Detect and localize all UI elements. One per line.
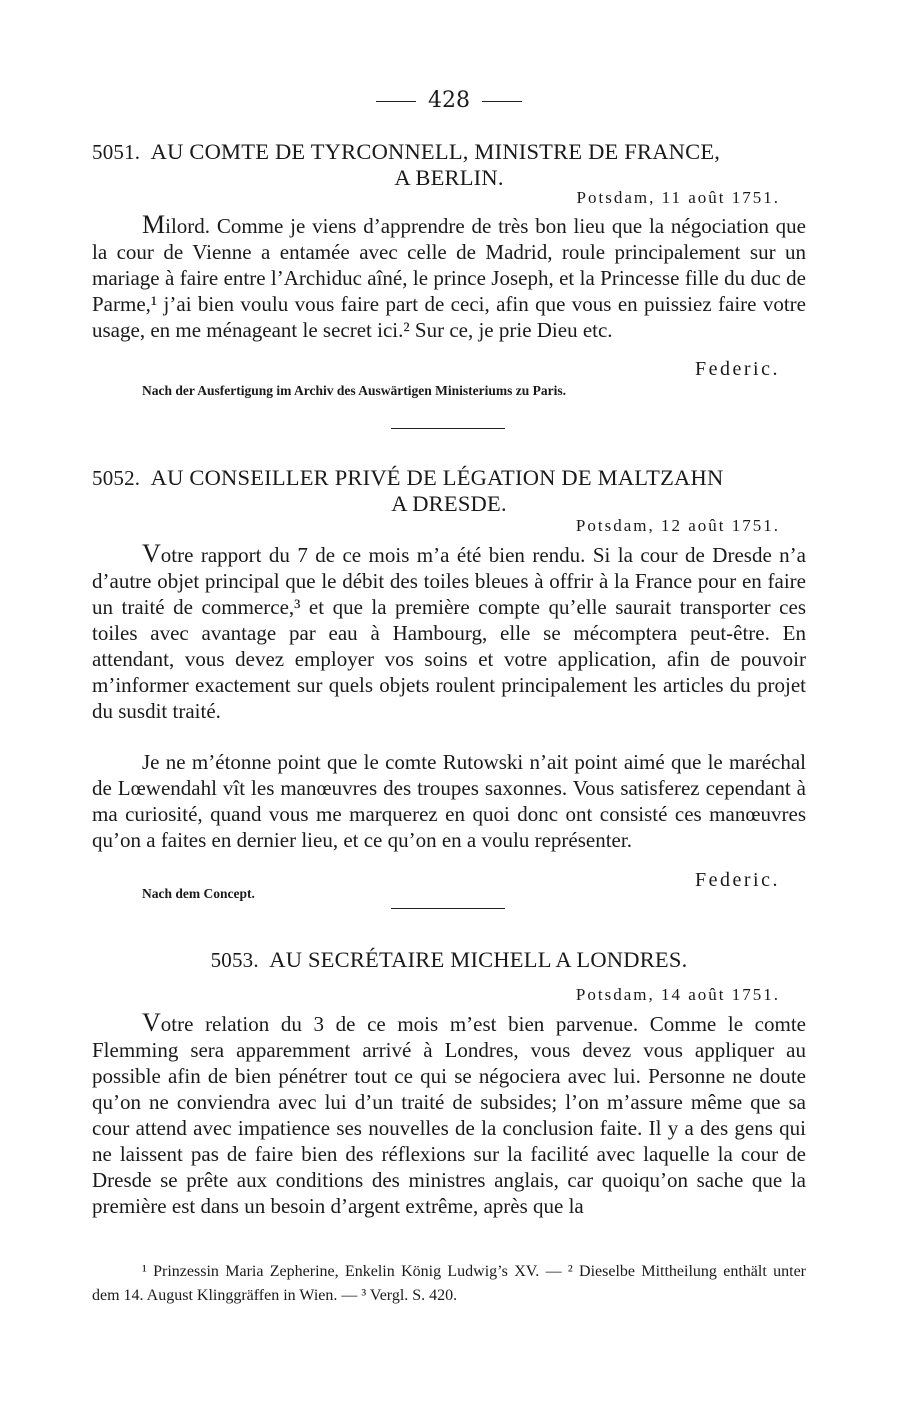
page-number-dash-left: [376, 101, 416, 102]
letter-number: 5051.: [92, 140, 141, 164]
drop-initial: V: [142, 1008, 161, 1037]
page-number: [92, 88, 806, 113]
letter-paragraph: [92, 1010, 806, 1219]
letter-paragraph: [92, 212, 806, 343]
letter-source-note: Nach dem Concept.: [142, 886, 255, 901]
letter-signature: Federic.: [695, 869, 780, 891]
letter-dateline: Potsdam, 14 août 1751.: [575, 985, 780, 1004]
letter-heading-5053: [92, 947, 806, 973]
letter-signature: Federic.: [695, 358, 780, 380]
drop-initial: V: [142, 539, 161, 568]
letter-heading-line2: A BERLIN.: [394, 165, 504, 190]
letter-paragraph: [92, 541, 806, 724]
letter-source-note: Nach der Ausfertigung im Archiv des Auswärtigen Ministeriums zu Paris.: [142, 383, 566, 398]
paragraph-text: otre rapport du 7 de ce mois m’a été bien rendu. Si la cour de Dresde n’a d’autre objet principal que le débit des toiles bleues à offrir à la France pour en faire un traité de commerce,³ et que la première compte qu’elle saurait transporter ces toiles avec avantage par eau à Hambourg, elle se mécomptera peut-être. En attendant, vous devez employer vos soins et votre application, afin de pouvoir m’informer exactement sur quels objets roulent principalement les articles du projet du susdit traité.: [92, 543, 806, 723]
letter-dateline: Potsdam, 11 août 1751.: [576, 188, 780, 207]
paragraph-text: otre relation du 3 de ce mois m’est bien parvenue. Comme le comte Flemming sera apparemment arrivé à Londres, vous devez vous appliquer au possible afin de bien pénétrer tout ce qui se négociera avec lui. Personne ne doute qu’on ne conviendra avec lui d’un traité de subsides; l’on m’assure même que sa cour attend avec impatience ses nouvelles de la conclusion faite. Il y a des gens qui ne laissent pas de faire bien des réflexions sur la facilité avec laquelle la cour de Dresde se prête aux conditions des ministres anglais, car quoiqu’on sache que la première est dans un besoin d’argent extrême, après que la: [92, 1012, 806, 1218]
letter-number: 5053.: [210, 948, 259, 972]
letter-heading-5051: [92, 139, 806, 190]
page-number-dash-right: [482, 101, 522, 102]
section-divider: [391, 908, 505, 909]
section-divider: [391, 428, 505, 429]
letter-paragraph: [92, 749, 806, 853]
paragraph-text: ilord. Comme je viens d’apprendre de très bon lieu que la négociation que la cour de Vienne a entamée avec celle de Madrid, roule principalement sur un mariage à faire entre l’Archiduc aîné, le prince Joseph, et la Princesse fille du duc de Parme,¹ j’ai bien voulu vous faire part de ceci, afin que vous en puissiez faire votre usage, en me ménageant le secret ici.² Sur ce, je prie Dieu etc.: [92, 214, 806, 342]
letter-heading-5052: [92, 465, 806, 516]
letter-heading-line2: A DRESDE.: [391, 491, 507, 516]
drop-initial: M: [142, 210, 166, 239]
letter-dateline: Potsdam, 12 août 1751.: [575, 516, 780, 535]
letter-heading-line1: AU COMTE DE TYRCONNELL, MINISTRE DE FRANCE,: [150, 139, 721, 164]
paragraph-text: Je ne m’étonne point que le comte Rutowski n’ait point aimé que le maréchal de Lœwendahl vît les manœuvres des troupes saxonnes. Vous satisferez cependant à ma curiosité, quand vous me marquerez en quoi donc ont consisté ces manœuvres qu’on a faites en dernier lieu, et ce qu’on en a voulu représenter.: [92, 750, 806, 852]
footnotes: ¹ Prinzessin Maria Zepherine, Enkelin König Ludwig’s XV. — ² Dieselbe Mittheilung enthält unter dem 14. August Klinggräffen in Wien. — ³ Vergl. S. 420.: [92, 1263, 806, 1304]
page-number-text: 428: [428, 88, 470, 113]
letter-heading-line1: AU SECRÉTAIRE MICHELL A LONDRES.: [269, 947, 688, 972]
letter-heading-line1: AU CONSEILLER PRIVÉ DE LÉGATION DE MALTZAHN: [150, 465, 724, 490]
letter-number: 5052.: [92, 466, 141, 490]
